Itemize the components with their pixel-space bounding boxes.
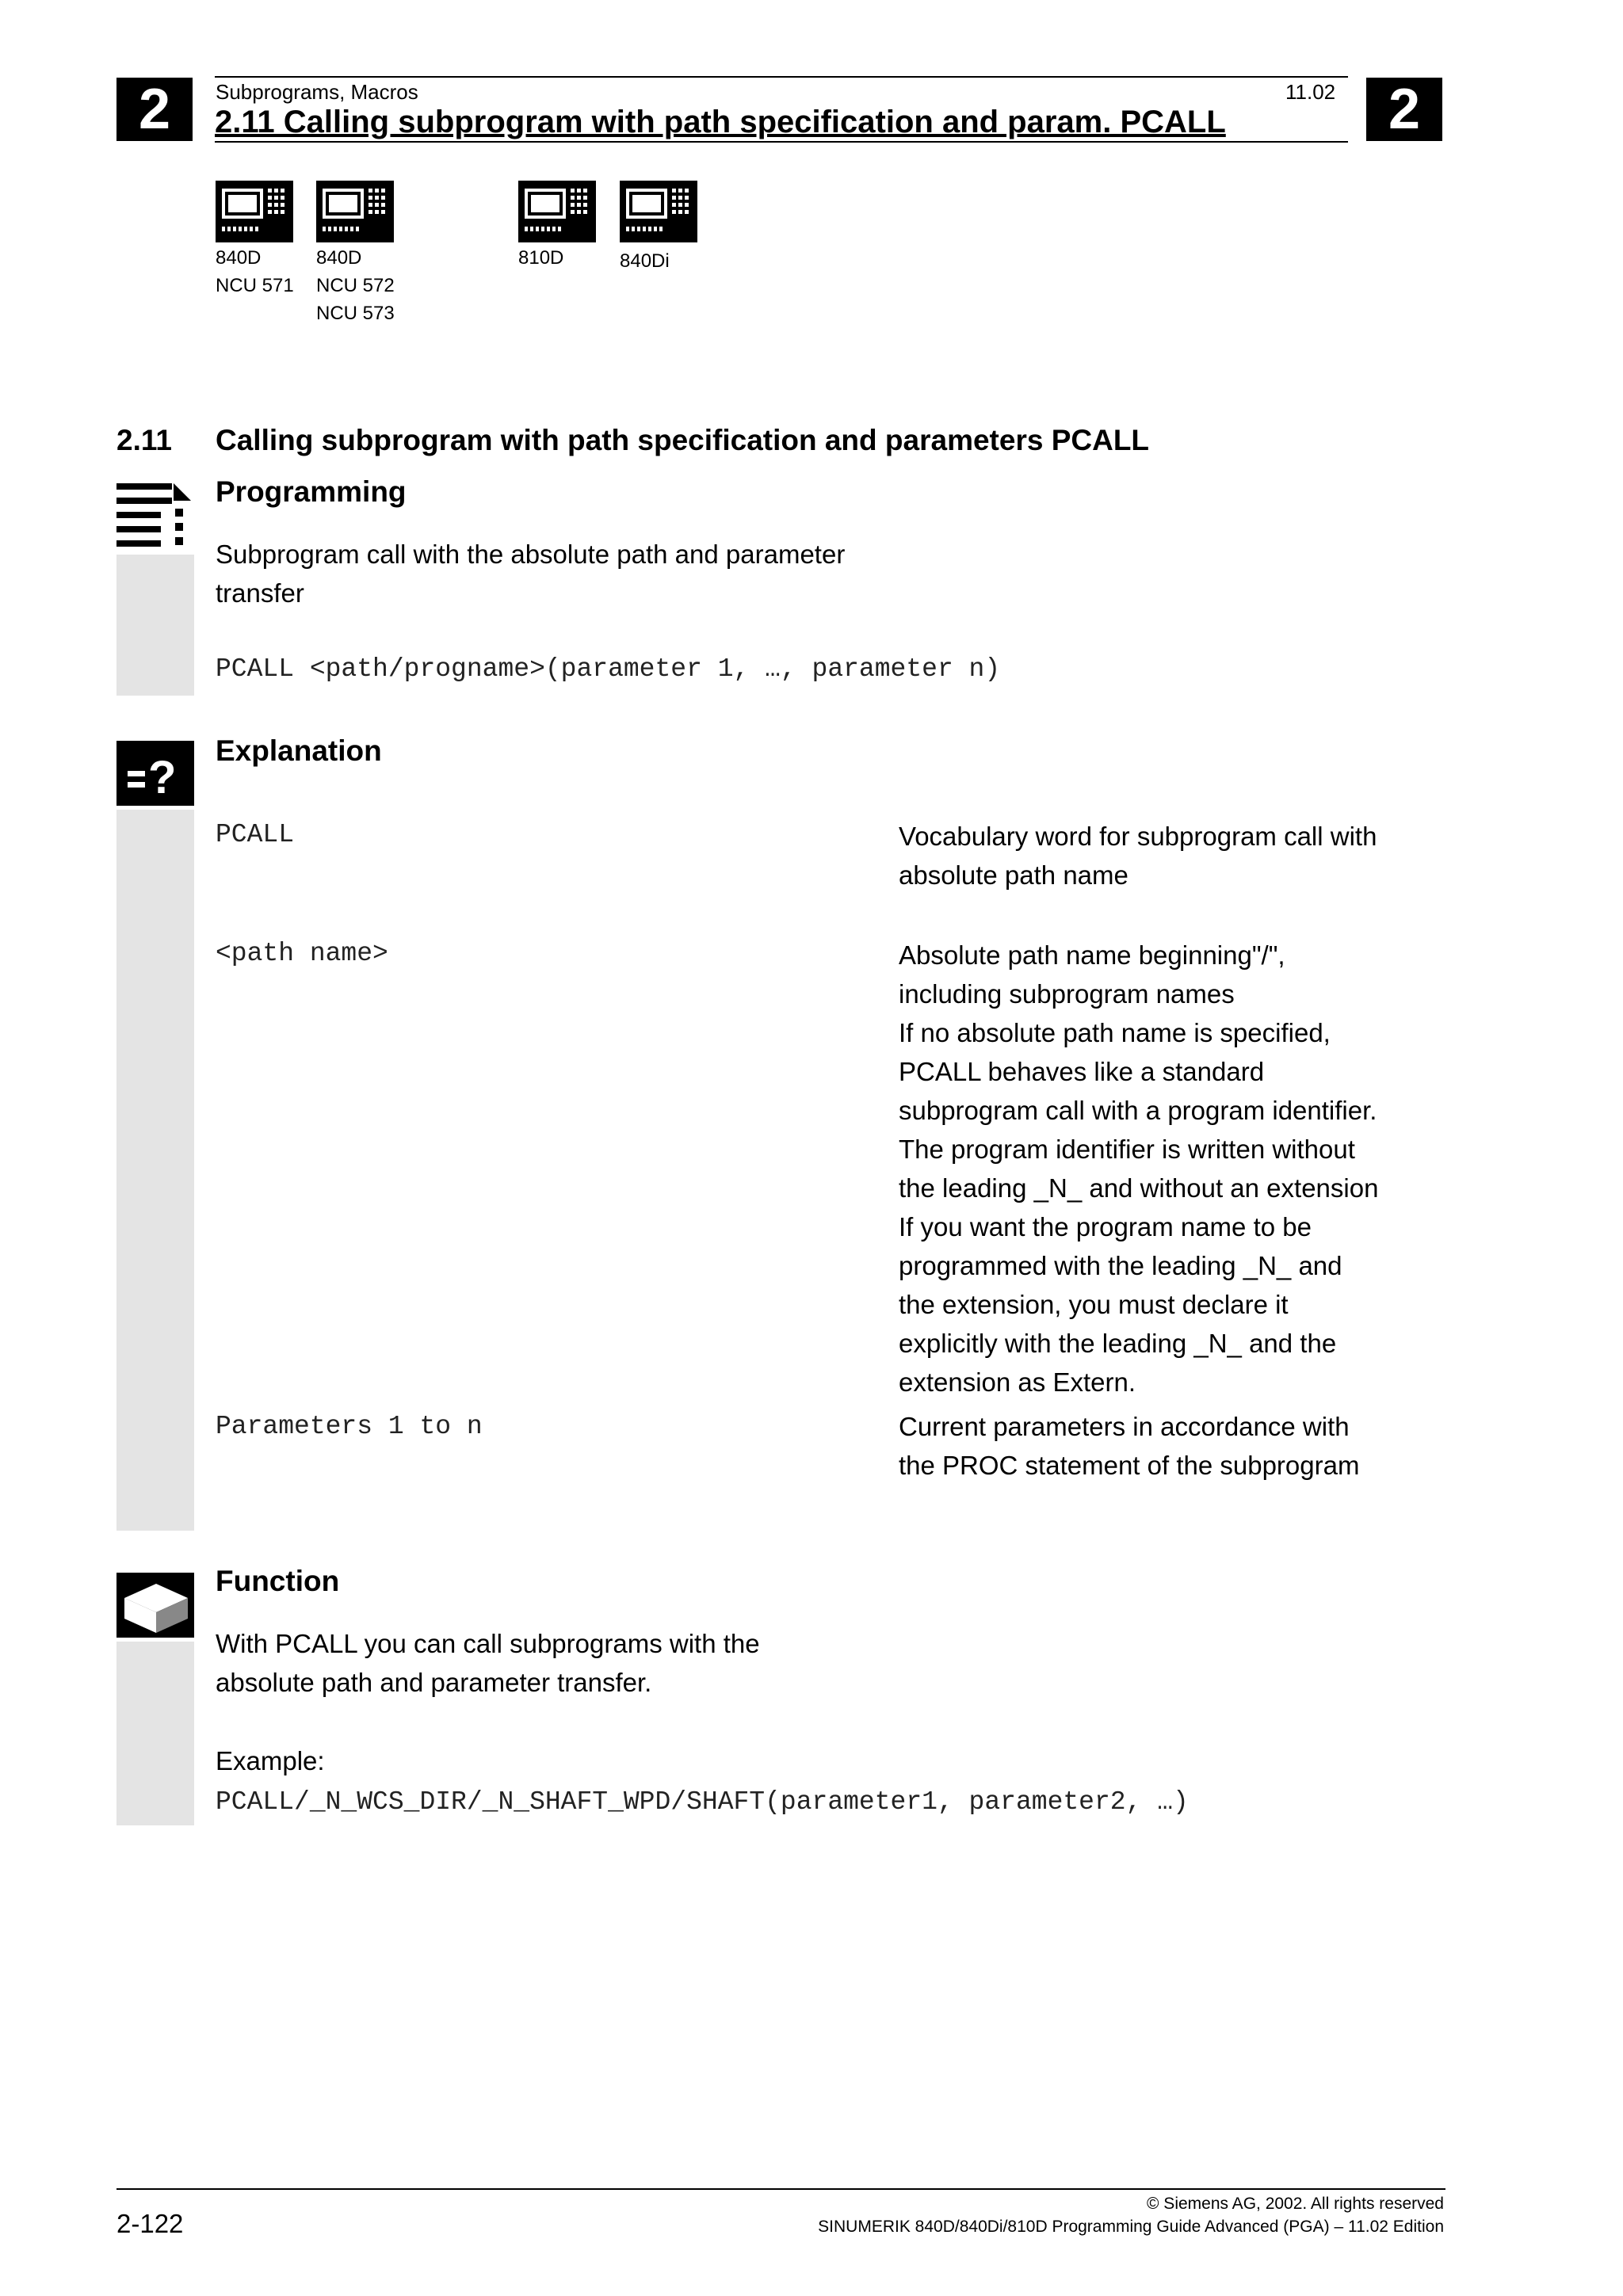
footer-copyright: © Siemens AG, 2002. All rights reserved — [1147, 2195, 1444, 2213]
svg-text:?: ? — [148, 752, 177, 803]
footer-rule — [116, 2188, 1445, 2190]
programming-margin-bar — [116, 555, 194, 696]
header-title: 2.11 Calling subprogram with path specification and param. PCALL — [215, 105, 1226, 139]
function-margin-bar — [116, 1642, 194, 1825]
control-label-810d: 810D — [518, 247, 564, 269]
control-panel-icon — [620, 181, 697, 242]
header-edition: 11.02 — [1285, 80, 1336, 104]
header-section-path: Subprograms, Macros — [216, 80, 418, 104]
footer-guide-title: SINUMERIK 840D/840Di/810D Programming Guide Advanced (PGA) – 11.02 Edition — [818, 2218, 1444, 2236]
explanation-description: Vocabulary word for subprogram call with absolute path name — [899, 822, 1377, 890]
explanation-description: Absolute path name beginning"/", including subprogram names If no absolute path name is specified, PCALL behaves like a standard subprogram call with a program identifier. The program identifier is written without the leading _N_ and without an extension If you want the program name to be programmed with the leading _N_ and the extension, you must declare it explicitly with the leading _N_ and the extension as Extern. — [899, 940, 1379, 1397]
example-label: Example: — [216, 1746, 325, 1775]
chapter-number-right: 2 — [1366, 78, 1442, 141]
control-panel-icon — [216, 181, 293, 242]
programming-icon — [116, 482, 194, 551]
header-bottom-rule — [215, 141, 1348, 143]
explanation-margin-bar — [116, 810, 194, 1531]
control-panel-icon — [316, 181, 394, 242]
header-top-rule — [215, 76, 1348, 78]
chapter-number-left: 2 — [116, 78, 193, 141]
function-icon — [116, 1573, 194, 1638]
control-label-840di: 840Di — [620, 250, 670, 272]
cube-icon — [116, 1573, 194, 1638]
example-code: PCALL/_N_WCS_DIR/_N_SHAFT_WPD/SHAFT(parameter1, parameter2, …) — [216, 1787, 1189, 1817]
equals-question-icon — [116, 741, 194, 806]
explanation-term: <path name> — [216, 939, 388, 968]
section-number: 2.11 — [116, 424, 172, 456]
control-label-840d-572: 840D NCU 572 NCU 573 — [316, 247, 395, 324]
programming-syntax: PCALL <path/progname>(parameter 1, …, parameter n) — [216, 654, 1001, 684]
programming-text: Subprogram call with the absolute path and parameter transfer — [216, 540, 846, 608]
explanation-icon — [116, 741, 194, 806]
explanation-term: Parameters 1 to n — [216, 1412, 483, 1441]
function-text: With PCALL you can call subprograms with the absolute path and parameter transfer. — [216, 1629, 760, 1697]
control-label-840d-571: 840D NCU 571 — [216, 247, 294, 296]
explanation-term: PCALL — [216, 820, 295, 849]
function-heading: Function — [216, 1565, 340, 1597]
control-panel-icon — [518, 181, 596, 242]
explanation-heading: Explanation — [216, 734, 382, 767]
page-number: 2-122 — [116, 2209, 184, 2238]
explanation-description: Current parameters in accordance with the PROC statement of the subprogram — [899, 1412, 1360, 1480]
section-title: Calling subprogram with path specification and parameters PCALL — [216, 424, 1150, 456]
programming-heading: Programming — [216, 475, 407, 508]
